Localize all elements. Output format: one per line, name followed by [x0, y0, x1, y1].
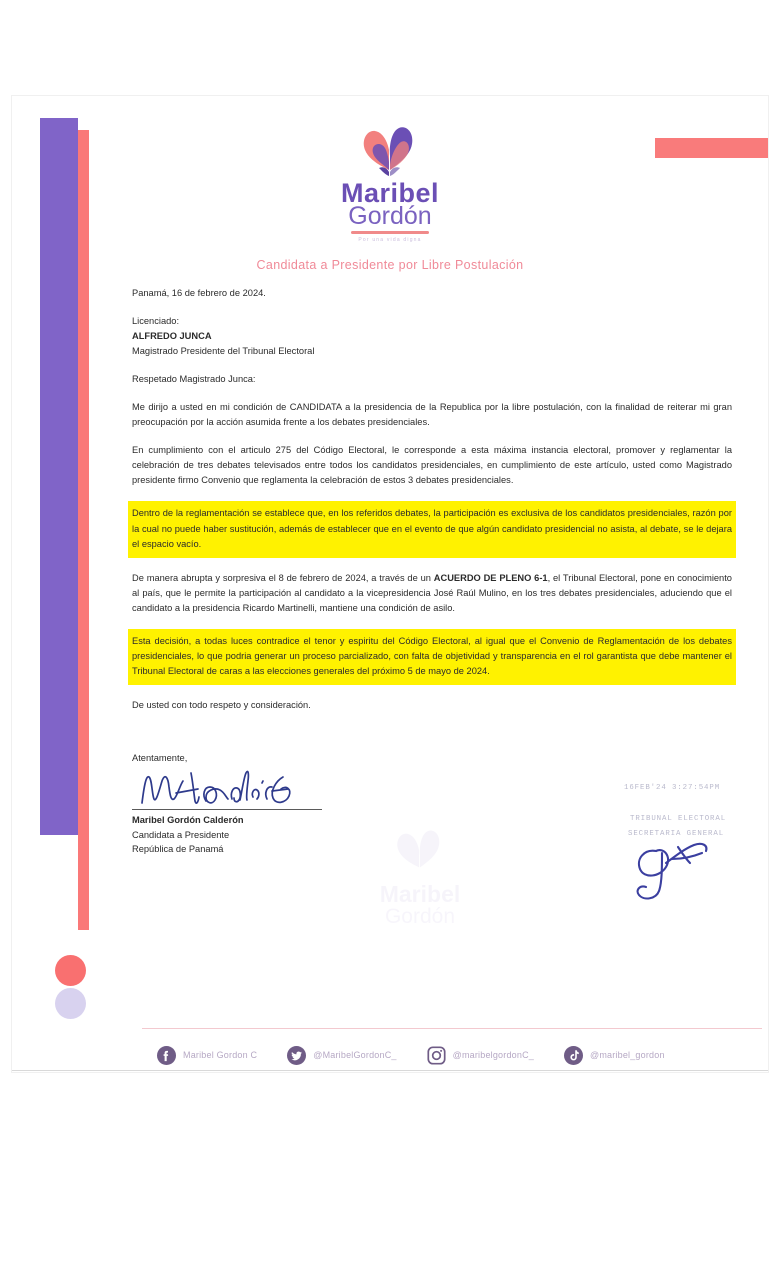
recipient-name: ALFREDO JUNCA — [132, 331, 212, 342]
facebook-handle: Maribel Gordon C — [183, 1050, 258, 1060]
recipient-block — [132, 314, 732, 359]
facebook-icon — [157, 1046, 176, 1065]
paragraph-4 — [132, 571, 732, 616]
paragraph-4-text-after: , el Tribunal Electoral, pone en conocimiento al país, que le permite la participación al candidato a la vicepresidencia José Raúl Mulino, en los tres debates presidenciales, aduciendo que el candidato a la presidencia Ricardo Martinelli, mantiene una condición de asilo. — [132, 572, 732, 613]
footer-divider — [142, 1028, 762, 1029]
signer-name: Maribel Gordón Calderón — [132, 815, 244, 826]
brand-underline — [351, 231, 429, 234]
letterhead — [12, 120, 768, 272]
place-and-date: Panamá, 16 de febrero de 2024. — [132, 288, 266, 298]
stamp-datetime: 16FEB'24 3:27:54PM — [624, 784, 721, 792]
social-item-twitter[interactable] — [287, 1046, 396, 1065]
decor-coral-circle — [55, 955, 86, 986]
instagram-icon — [427, 1046, 446, 1065]
recipient-role: Magistrado Presidente del Tribunal Electoral — [132, 346, 315, 357]
stamp-office-line-2: SECRETARIA GENERAL — [628, 829, 725, 838]
twitter-handle: @MaribelGordonC_ — [313, 1050, 397, 1060]
paragraph-1: Me dirijo a usted en mi condición de CANDIDATA a la presidencia de la Republica por la libre postulación, con la finalidad de reiterar mi gran preocupación por la acción asumida frente a los debates presidenciales. — [132, 402, 732, 428]
butterfly-logo-icon — [353, 120, 427, 182]
highlighted-paragraph-1: Dentro de la reglamentación se establece que, en los referidos debates, la participación es exclusiva de los candidatos presidenciales, razón por la cual no puede haber sustitución, además de establecer que en el evento de que algún candidato presidencial no asista, al debate, se le dejara el espacio vacío. — [128, 501, 736, 557]
watermark-second-line: Gordón — [384, 905, 456, 928]
instagram-handle: @maribelgordonC_ — [452, 1050, 534, 1060]
document-page — [12, 96, 768, 1072]
brand-name-first-line: Maribel — [340, 178, 440, 208]
social-item-instagram[interactable] — [427, 1046, 534, 1065]
closing-remark: De usted con todo respeto y consideración. — [132, 699, 311, 710]
signer-role: Candidata a Presidente — [132, 829, 230, 840]
page-bottom-edge — [12, 1070, 768, 1071]
paragraph-4-bold-term: ACUERDO DE PLENO 6-1 — [433, 572, 548, 583]
watermark-first-line: Maribel — [379, 881, 461, 907]
signature-rule — [132, 809, 322, 810]
recipient-salutation-title: Licenciado: — [132, 316, 180, 327]
signature-block — [132, 751, 462, 857]
stamp-signature-icon — [626, 833, 762, 903]
paragraph-2: En cumplimiento con el articulo 275 del Código Electoral, le corresponde a esta máxima instancia electoral, promover y reglamentar la celebración de tres debates televisados entre todos los candidatos presidenciales, en cumplimiento de este artículo, usted como Magistrado presidente firmo Convenio que reglamenta la celebración de estos 3 debates presidenciales. — [132, 445, 732, 486]
brand-name-second-line: Gordón — [348, 201, 432, 230]
letter-body — [132, 286, 732, 726]
twitter-icon — [287, 1046, 306, 1065]
reception-stamp — [622, 784, 762, 903]
social-media-bar — [157, 1038, 757, 1072]
decor-lavender-circle — [55, 988, 86, 1019]
paragraph-4-text-before: De manera abrupta y sorpresiva el 8 de febrero de 2024, a través de un — [132, 572, 434, 583]
greeting: Respetado Magistrado Junca: — [132, 374, 256, 385]
signer-country: República de Panamá — [132, 844, 224, 855]
brand-tagline: Por una vida digna — [358, 237, 422, 244]
handwritten-signature-icon — [136, 767, 462, 809]
letterhead-subtitle: Candidata a Presidente por Libre Postulación — [256, 258, 524, 273]
stamp-office-line-1: TRIBUNAL ELECTORAL — [630, 814, 727, 823]
tiktok-handle: @maribel_gordon — [589, 1050, 665, 1060]
closing-salutation: Atentamente, — [132, 753, 188, 763]
tiktok-icon — [564, 1046, 583, 1065]
highlighted-paragraph-2: Esta decisión, a todas luces contradice el tenor y espiritu del Código Electoral, al igual que el Convenio de Reglamentación de los debates presidenciales, lo que podria generar un proceso parcializado, con falta de objetividad y transparencia en el rol garantista que debe mantener el Tribunal Electoral de caras a las elecciones generales del próximo 5 de mayo de 2024. — [128, 629, 736, 685]
social-item-facebook[interactable] — [157, 1046, 257, 1065]
social-item-tiktok[interactable] — [564, 1046, 665, 1065]
